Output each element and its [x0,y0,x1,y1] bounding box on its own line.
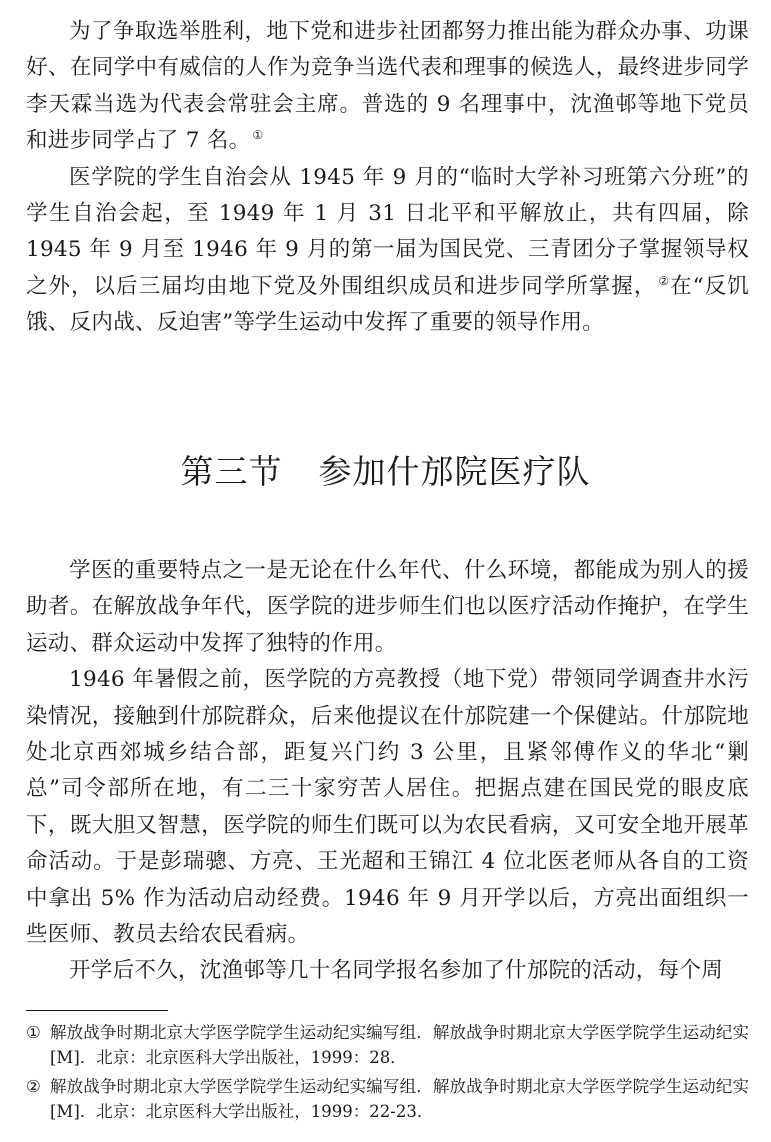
footnote-1-text: 解放战争时期北京大学医学院学生运动纪实编写组．解放战争时期北京大学医学院学生运动纪实 [M]．北京：北京医科大学出版社，1999：28． [50,1023,749,1067]
footnote-1-number: ① [26,1023,41,1042]
top-text-block [26,14,749,342]
paragraph-medical-helper: 学医的重要特点之一是无论在什么年代、什么环境，都能成为别人的援助者。在解放战争年代，医学院的进步师生们也以医疗活动作掩护，在学生运动、群众运动中发挥了独特的作用。 [26,558,749,656]
paragraph-election: 为了争取选举胜利，地下党和进步社团都努力推出能为群众办事、功课好、在同学中有威信的人作为竞争当选代表和理事的候选人，最终进步同学李天霖当选为代表会常驻会主席。普选的 9 名理事中，沈渔邨等地下党员和进步同学占了 7 名。 ① [26,19,749,154]
footnote-marker-2: ② [658,273,671,288]
paragraph-after-school-start: 开学后不久，沈渔邨等几十名同学报名参加了什邡院的活动，每个周 [69,958,724,984]
paragraph-1946-station: 1946 年暑假之前，医学院的方亮教授（地下党）带领同学调查井水污染情况，接触到什邡院群众，后来他提议在什邡院建一个保健站。什邡院地处北京西郊城乡结合部，距复兴门约 3 公里，且紧邻傅作义的华北“剿总”司令部所在地，有二三十家穷苦人居住。把据点建在国民党的眼皮底下，既大胆又智慧，医学院的师生们既可以为农民看病，又可安全地开展革命活动。于是彭瑞骢、方亮、王光超和王锦江 4 位北医老师从各自的工资中拿出 5% 作为活动启动经费。1946 年 9 月开学以后，方亮出面组织一些医师、教员去给农民看病。 [26,667,749,948]
footnote-2-text: 解放战争时期北京大学医学院学生运动纪实编写组．解放战争时期北京大学医学院学生运动纪实 [M]．北京：北京医科大学出版社，1999：22-23． [50,1077,749,1121]
section-number: 第三节 [180,452,283,491]
section-title: 参加什邡院医疗队 [318,452,591,491]
footnotes [26,1020,749,1124]
paragraph-student-union: 医学院的学生自治会从 1945 年 9 月的“临时大学补习班第六分班”的学生自治会起，至 1949 年 1 月 31 日北平和平解放止，共有四届，除 1945 年 9 月至 1946 年 9 月的第一届为国民党、三青团分子掌握领导权之外，以后三届均由地下党及外围组织成员和进步同学所掌握， ②在“反饥饿、反内战、反迫害”等学生运动中发挥了重要的领导作用。 [26,164,750,336]
footnote-1 [26,1020,749,1070]
footnote-marker-1: ① [252,128,264,143]
section-heading [0,446,771,493]
bottom-text-block [26,553,749,990]
footnote-2 [26,1074,749,1124]
footnote-divider [26,1010,168,1011]
footnote-2-number: ② [26,1077,41,1096]
